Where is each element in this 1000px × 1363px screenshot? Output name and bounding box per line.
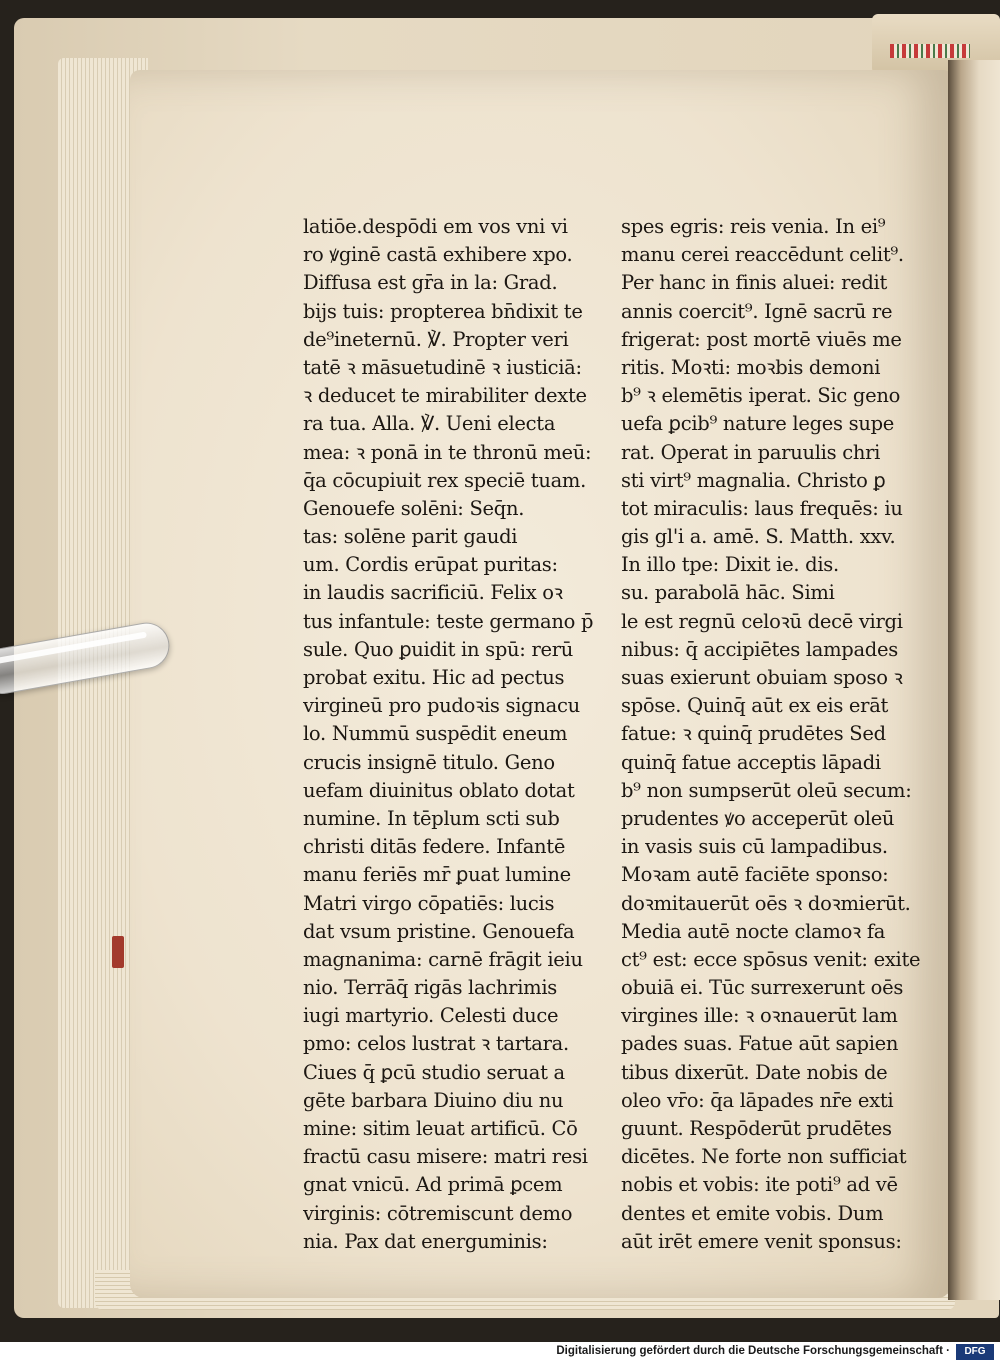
dfg-logo: DFG — [956, 1344, 994, 1360]
text-line: mine: sitim leuat artificū. Cō — [303, 1117, 578, 1140]
text-line: uefa ꝑcib⁹ nature leges supe — [621, 412, 895, 436]
text-line: nia. Pax dat energuminis: — [303, 1229, 548, 1253]
text-line: oleo vr̄o: q̄a lāpades nr̄e exti — [621, 1088, 894, 1112]
text-line: rat. Operat in paruulis chri — [621, 440, 881, 464]
text-line: dat vsum pristine. Genouefa — [303, 919, 575, 943]
text-line: Per hanc in finis aluei: redit — [621, 271, 887, 295]
text-line: Genouefe solēni: Seq̄n. — [303, 496, 525, 520]
text-line: pades suas. Fatue aūt sapien — [621, 1032, 899, 1056]
text-line: Matri virgo cōpatiēs: lucis — [303, 891, 555, 915]
text-line: fractū casu misere: matri resi — [303, 1145, 588, 1169]
text-line: dentes et emite vobis. Dum — [621, 1201, 884, 1225]
text-line: virgines ille: ꝛ oꝛnauerūt lam — [621, 1004, 898, 1028]
text-line: mea: ꝛ ponā in te thronū meū: — [303, 440, 592, 464]
text-line: uefam diuinitus oblato dotat — [303, 778, 575, 802]
text-line: ct⁹ est: ecce spōsus venit: exite — [621, 947, 921, 971]
text-line: christi ditās federe. Infantē — [303, 835, 566, 859]
text-line: de⁹ineternū. ℣. Propter veri — [303, 327, 569, 351]
text-line: Moꝛam autē faciēte sponso: — [621, 863, 889, 887]
text-line: ritis. Moꝛti: moꝛbis demoni — [621, 355, 881, 379]
text-line: ꝛ deducet te mirabiliter dexte — [303, 384, 587, 408]
text-line: le est regnū celoꝛū decē virgi — [621, 609, 903, 633]
text-line: spes egris: reis venia. In ei⁹ — [621, 215, 886, 238]
text-line: tot miraculis: laus frequēs: iu — [621, 496, 903, 520]
text-line: In illo tpe: Dixit ie. dis. — [621, 553, 839, 577]
text-line: ra tua. Alla. ℣. Ueni electa — [303, 412, 556, 436]
text-line: nibus: q̄ accipiētes lampades — [621, 637, 898, 661]
text-line: obuiā ei. Tūc surrexerunt oēs — [621, 976, 904, 1000]
text-line: frigerat: post mortē viuēs me — [621, 327, 902, 351]
funding-credit: Digitalisierung gefördert durch die Deutsche Forschungsgemeinschaft · — [556, 1345, 950, 1357]
text-line: in laudis sacrificiū. Felix oꝛ — [303, 581, 563, 605]
text-line: magnanima: carnē frāgit ieiu — [303, 947, 583, 971]
text-line: sti virt⁹ magnalia. Christo ꝑ — [621, 468, 886, 492]
text-line: virgineū pro pudoꝛis signacu — [303, 694, 580, 718]
text-line: quinq̄ fatue acceptis lāpadi — [621, 750, 881, 774]
text-line: bijs tuis: propterea bn̄dixit te — [303, 299, 583, 323]
left-text-column — [303, 213, 603, 1256]
text-line: su. parabolā hāc. Simi — [621, 581, 835, 605]
text-line: nio. Terrāq̄ rigās lachrimis — [303, 976, 557, 1000]
text-line: aūt irēt emere venit sponsus: — [621, 1229, 902, 1253]
text-line: Media autē nocte clamoꝛ fa — [621, 919, 886, 943]
text-line: nobis et vobis: ite poti⁹ ad vē — [621, 1173, 898, 1197]
text-line: fatue: ꝛ quinq̄ prudētes Sed — [621, 722, 886, 746]
text-line: Ciues q̄ ꝑcū studio seruat a — [303, 1060, 565, 1084]
text-line: virginis: cōtremiscunt demo — [303, 1201, 573, 1225]
text-line: iugi martyrio. Celesti duce — [303, 1004, 559, 1028]
text-line: gēte barbara Diuino diu nu — [303, 1088, 564, 1112]
text-line: guunt. Respōderūt prudētes — [621, 1117, 892, 1140]
text-line: in vasis suis cū lampadibus. — [621, 835, 888, 859]
text-line: dicētes. Ne forte non sufficiat — [621, 1145, 907, 1169]
text-line: Diffusa est gr̄a in la: Grad. — [303, 271, 558, 295]
text-line: tas: solēne parit gaudi — [303, 525, 518, 549]
text-line: latiōe.despōdi em vos vni vi — [303, 215, 568, 238]
text-line: b⁹ non sumpserūt oleū secum: — [621, 778, 912, 802]
text-line: gis gl'i a. amē. S. Matth. xxv. — [621, 525, 896, 549]
bookmark-ribbon — [112, 936, 124, 968]
text-line: manu cerei reaccēdunt celit⁹. — [621, 243, 904, 267]
text-line: suas exierunt obuiam sposo ꝛ — [621, 666, 903, 689]
text-line: doꝛmitauerūt oēs ꝛ doꝛmierūt. — [621, 891, 911, 915]
text-line: tus infantule: teste germano p̄ — [303, 609, 594, 633]
text-line: spōse. Quinq̄ aūt ex eis erāt — [621, 694, 889, 718]
text-line: lo. Nummū suspēdit eneum — [303, 722, 568, 746]
text-line: manu feriēs mr̄ ꝑuat lumine — [303, 863, 571, 887]
text-line: um. Cordis erūpat puritas: — [303, 553, 558, 577]
text-line: prudentes ꝟo acceperūt oleū — [621, 806, 895, 830]
text-line: pmo: celos lustrat ꝛ tartara. — [303, 1032, 569, 1056]
headband — [890, 44, 970, 58]
text-line: annis coercit⁹. Ignē sacrū re — [621, 299, 893, 323]
text-line: b⁹ ꝛ elemētis iperat. Sic geno — [621, 384, 901, 408]
text-line: q̄a cōcupiuit rex speciē tuam. — [303, 468, 586, 492]
text-line: sule. Quo ꝑuidit in spū: rerū — [303, 637, 574, 661]
text-line: tibus dixerūt. Date nobis de — [621, 1060, 888, 1084]
gutter — [948, 60, 1000, 1300]
text-line: tatē ꝛ māsuetudinē ꝛ iusticiā: — [303, 355, 582, 379]
text-line: crucis insignē titulo. Geno — [303, 750, 555, 774]
text-line: numine. In tēplum scti sub — [303, 806, 560, 830]
footer-bar — [0, 1342, 1000, 1363]
text-line: gnat vnicū. Ad primā ꝑcem — [303, 1173, 563, 1197]
text-line: ro ꝟginē castā exhibere xpo. — [303, 243, 573, 267]
right-text-column — [621, 213, 921, 1256]
text-line: probat exitu. Hic ad pectus — [303, 666, 565, 689]
